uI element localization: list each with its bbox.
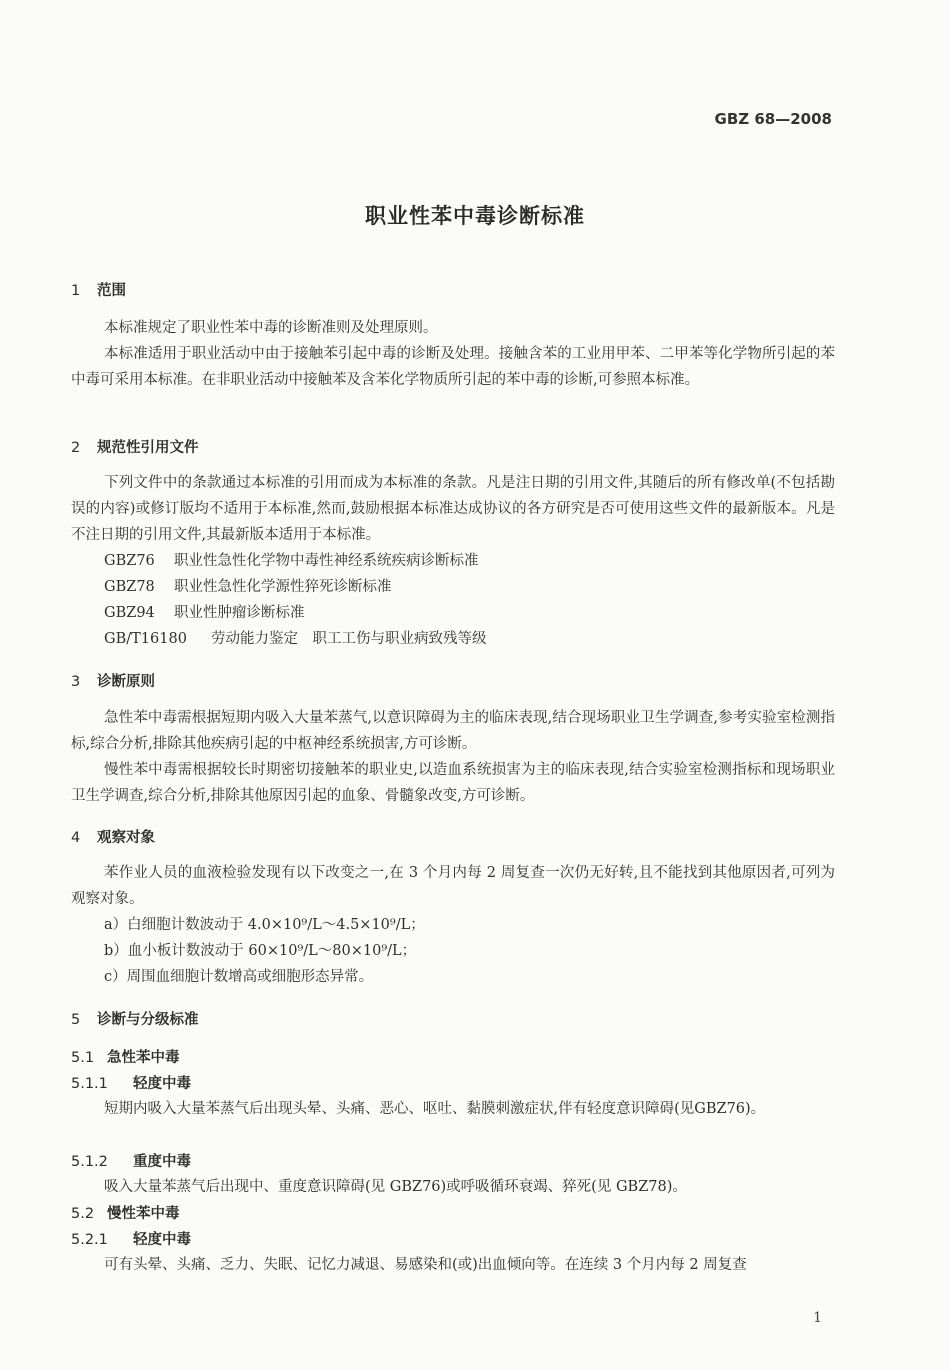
list-item: b）血小板计数波动于 60×10⁹/L～80×10⁹/L； [104,943,417,959]
reference-title: 劳动能力鉴定 职工工伤与职业病致残等级 [211,631,487,647]
paragraph: 苯作业人员的血液检验发现有以下改变之一,在 3 个月内每 2 周复查一次仍无好转,且不能找到其他原因者,可列为观察对象。 [71,865,835,907]
section-title: 慢性苯中毒 [107,1206,180,1222]
subsection-heading-5-1-1 [71,1072,191,1093]
section-number: 5.1.1 [71,1076,108,1092]
paragraph: 可有头晕、头痛、乏力、失眠、记忆力减退、易感染和(或)出血倾向等。在连续 3 个月内每 2 周复查 [104,1257,747,1273]
list-item: a）白细胞计数波动于 4.0×10⁹/L～4.5×10⁹/L； [104,917,425,933]
reference-title: 职业性急性化学源性猝死诊断标准 [174,579,392,595]
section-title: 轻度中毒 [133,1076,191,1092]
section-heading-5 [71,1008,199,1029]
paragraph: 慢性苯中毒需根据较长时期密切接触苯的职业史,以造血系统损害为主的临床表现,结合实验室检测指标和现场职业卫生学调查,综合分析,排除其他原因引起的血象、骨髓象改变,方可诊断。 [71,762,835,804]
section-number: 5.1.2 [71,1154,108,1170]
section-number: 5.1 [71,1050,95,1066]
page-number: 1 [813,1310,822,1326]
section-title: 诊断与分级标准 [97,1012,199,1028]
list-item: c）周围血细胞计数增高或细胞形态异常。 [104,969,374,985]
paragraph: 本标准规定了职业性苯中毒的诊断准则及处理原则。 [104,320,438,336]
page-title: 职业性苯中毒诊断标准 [365,204,585,228]
section-number: 5.2 [71,1206,95,1222]
reference-item [104,600,305,626]
section-heading-4 [71,826,155,847]
section-heading-3 [71,670,155,691]
standard-code: GBZ 68—2008 [714,110,832,128]
reference-item [104,626,487,652]
paragraph: 急性苯中毒需根据短期内吸入大量苯蒸气,以意识障碍为主的临床表现,结合现场职业卫生学调查,参考实验室检测指标,综合分析,排除其他疾病引起的中枢神经系统损害,方可诊断。 [71,710,835,752]
reference-item [104,548,479,574]
subsection-heading-5-2 [71,1202,180,1223]
reference-code: GBZ76 [104,553,155,569]
subsection-heading-5-1 [71,1046,180,1067]
subsection-heading-5-1-2 [71,1150,191,1171]
section-title: 轻度中毒 [133,1232,191,1248]
reference-item [104,574,392,600]
reference-code: GBZ94 [104,605,155,621]
section-title: 范围 [97,283,126,299]
section-number: 4 [71,830,81,846]
paragraph: 本标准适用于职业活动中由于接触苯引起中毒的诊断及处理。接触含苯的工业用甲苯、二甲苯等化学物所引起的苯中毒可采用本标准。在非职业活动中接触苯及含苯化学物质所引起的苯中毒的诊断,可参照本标准。 [71,346,835,388]
section-number: 3 [71,674,81,690]
section-number: 2 [71,440,81,456]
section-number: 5 [71,1012,81,1028]
section-title: 急性苯中毒 [107,1050,180,1066]
section-title: 重度中毒 [133,1154,191,1170]
paragraph: 短期内吸入大量苯蒸气后出现头晕、头痛、恶心、呕吐、黏膜刺激症状,伴有轻度意识障碍(见GBZ76)。 [104,1101,766,1117]
section-number: 1 [71,283,81,299]
paragraph: 吸入大量苯蒸气后出现中、重度意识障碍(见 GBZ76)或呼吸循环衰竭、猝死(见 GBZ78)。 [104,1179,687,1195]
reference-title: 职业性肿瘤诊断标准 [174,605,305,621]
section-heading-1 [71,279,126,300]
section-number: 5.2.1 [71,1232,108,1248]
subsection-heading-5-2-1 [71,1228,191,1249]
section-heading-2 [71,436,199,457]
reference-title: 职业性急性化学物中毒性神经系统疾病诊断标准 [174,553,479,569]
paragraph: 下列文件中的条款通过本标准的引用而成为本标准的条款。凡是注日期的引用文件,其随后的所有修改单(不包括勘误的内容)或修订版均不适用于本标准,然而,鼓励根据本标准达成协议的各方研究是否可使用这些文件的最新版本。凡是不注日期的引用文件,其最新版本适用于本标准。 [71,475,835,543]
section-title: 观察对象 [97,830,155,846]
reference-code: GB/T16180 [104,631,187,647]
section-title: 诊断原则 [97,674,155,690]
section-title: 规范性引用文件 [97,440,199,456]
reference-code: GBZ78 [104,579,155,595]
